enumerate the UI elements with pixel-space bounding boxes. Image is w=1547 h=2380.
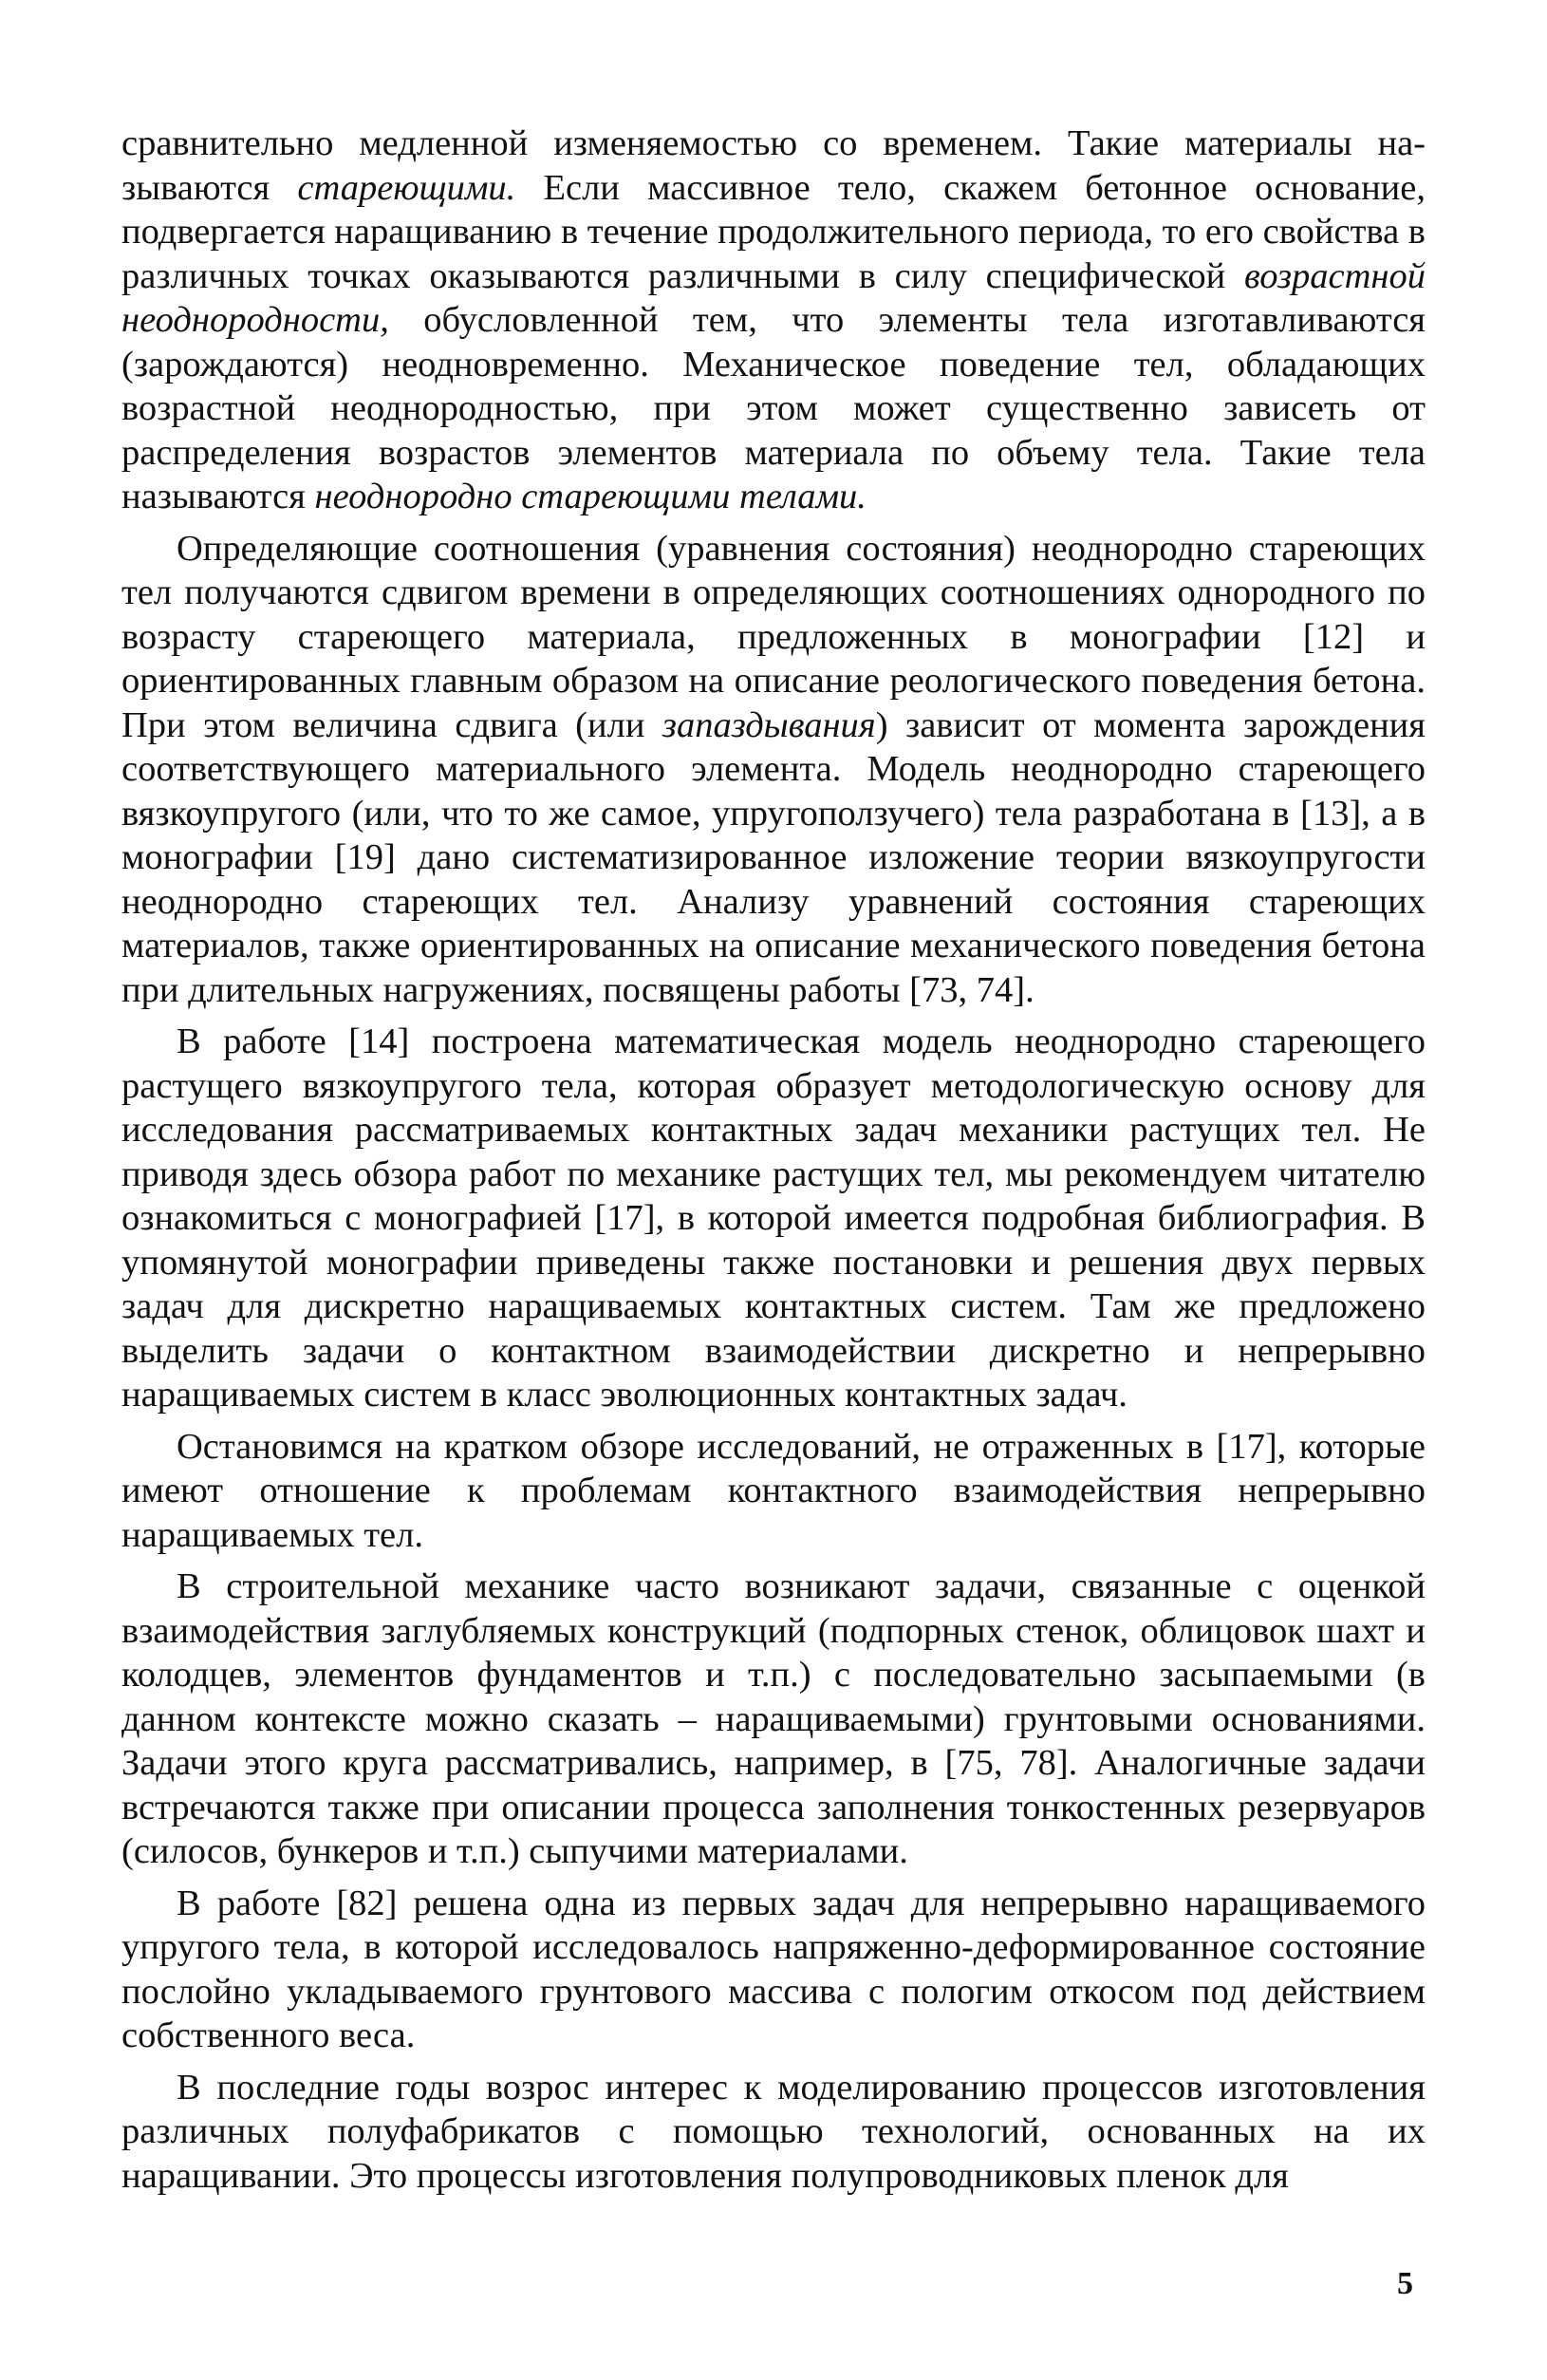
page-body xyxy=(121,122,1426,2205)
text-segment: ) зависит от момента зарождения соответствующего материального элемента. Модель неоднородно стареющего вязкоупругого (или, что то же самое, упругоползучего) тела разработана в [13], а в монографии [19] дано систематизированное изложение теории вязкоупругости неоднородно стареющих тел. Анализу уравнений состояния стареющих материалов, также ориентированных на описание механического поведения бетона при длительных нагружениях, посвящены работы [73, 74]. xyxy=(121,704,1426,1010)
paragraph xyxy=(121,1425,1426,1558)
paragraph xyxy=(121,2066,1426,2199)
text-segment: В строительной механике часто возникают задачи, связанные с оценкой взаимодействия заглубляемых конструкций (подпорных стенок, облицовок шахт и колодцев, элементов фундаментов и т.п.) с последовательно засыпаемыми (в данном контексте можно сказать – наращиваемыми) грунтовыми основаниями. Задачи этого круга рассматривались, например, в [75, 78]. Аналогичные задачи встречаются также при описании процесса заполнения тонкостенных резервуаров (силосов, бункеров и т.п.) сыпучими материалами. xyxy=(121,1566,1426,1871)
paragraph xyxy=(121,1882,1426,2058)
paragraph xyxy=(121,1020,1426,1417)
paragraph xyxy=(121,1565,1426,1874)
text-segment: обусловленной тем, что элементы тела изготавливаются (зарождаются) неодновременно. Механическое поведение тел, обладающих возрастной неоднородностью, при этом может существенно зависеть от распределения возрастов элементов материала по объему тела. Такие тела называются xyxy=(121,300,1426,516)
paragraph xyxy=(121,122,1426,519)
emphasis-text: возрастной неоднородности, xyxy=(121,255,1426,340)
emphasis-text: стареющими. xyxy=(297,167,516,208)
text-segment: Определяющие соотношения (уравнения состояния) неоднородно стареющих тел получаются сдвигом времени в определяющих соотношениях однородного по возрасту стареющего материала, предложенных в монографии [12] и ориентированных главным образом на описание реологического поведения бетона. При этом величина сдвига (или xyxy=(121,528,1426,745)
text-segment: Остановимся на кратком обзоре исследований, не отраженных в [17], которые имеют отношение к проблемам контактного взаимодействия непрерывно наращиваемых тел. xyxy=(121,1426,1426,1555)
text-segment: Если массивное тело, скажем бетонное основание, подвергается наращиванию в течение продолжительного периода, то его свойства в различных точках оказываются различными в силу специфической xyxy=(121,167,1426,296)
text-segment: сравнительно медленной изменяемостью со временем. Такие материалы называются xyxy=(121,123,1426,208)
text-segment: В работе [82] решена одна из первых задач для непрерывно наращиваемого упругого тела, в которой исследовалось напряженно-деформированное состояние послойно укладываемого грунтового массива с пологим откосом под действием собственного веса. xyxy=(121,1883,1426,2055)
paragraph xyxy=(121,527,1426,1013)
text-segment: В работе [14] построена математическая модель неоднородно стареющего растущего вязкоупругого тела, которая образует методологическую основу для исследования рассматриваемых контактных задач механики растущих тел. Не приводя здесь обзора работ по механике растущих тел, мы рекомендуем читателю ознакомиться с монографией [17], в которой имеется подробная библиография. В упомянутой монографии приведены также постановки и решения двух первых задач для дискретно наращиваемых контактных систем. Там же предложено выделить задачи о контактном взаимодействии дискретно и непрерывно наращиваемых систем в класс эволюционных контактных задач. xyxy=(121,1021,1426,1415)
emphasis-text: неоднородно стареющими телами. xyxy=(314,477,867,516)
emphasis-text: запаздывания xyxy=(662,704,876,745)
page-number: 5 xyxy=(1397,2266,1413,2301)
text-segment: В последние годы возрос интерес к моделированию процессов изготовления различных полуфабрикатов с помощью технологий, основанных на их наращивании. Это процессы изготовления полупроводниковых пленок для xyxy=(121,2067,1426,2196)
